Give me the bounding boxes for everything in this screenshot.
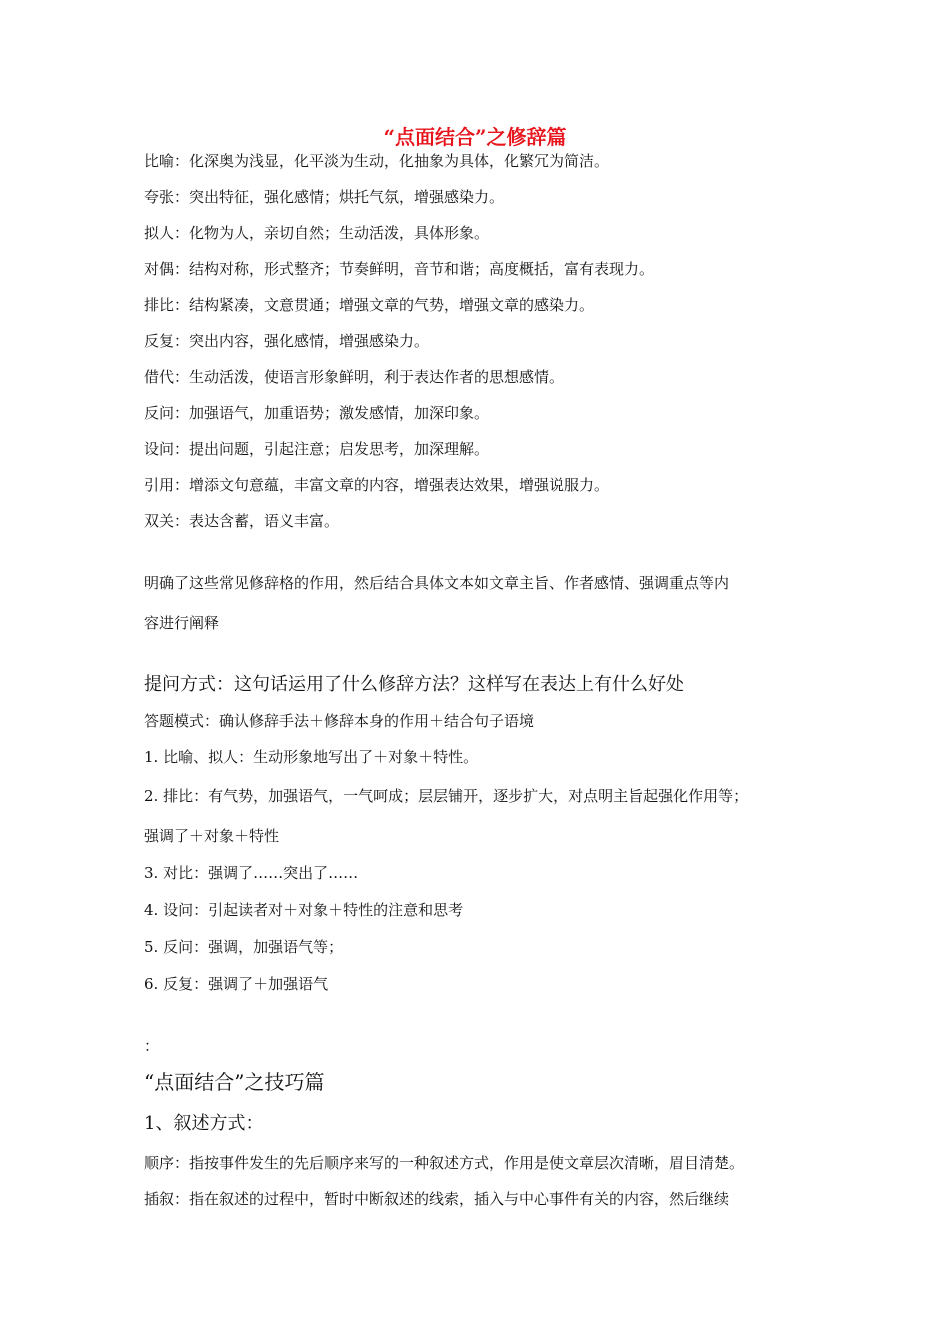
rhetoric-line-repetition: 反复：突出内容，强化感情，增强感染力。	[144, 332, 430, 350]
rhetoric-line-hypophora: 设问：提出问题，引起注意；启发思考，加深理解。	[144, 440, 490, 458]
section-2-item-interjection: 插叙：指在叙述的过程中，暂时中断叙述的线索，插入与中心事件有关的内容，然后继续	[144, 1190, 730, 1208]
colon-mark: ：	[144, 1037, 160, 1055]
page-title: “点面结合”之修辞篇	[383, 125, 567, 149]
rhetoric-line-pun: 双关：表达含蓄，语义丰富。	[144, 512, 340, 530]
section-2-subtitle: 1、叙述方式：	[144, 1113, 264, 1134]
rhetoric-line-rhetorical-question: 反问：加强语气，加重语势；激发感情，加深印象。	[144, 404, 490, 422]
rhetoric-line-metaphor: 比喻：化深奥为浅显，化平淡为生动，化抽象为具体，化繁冗为简洁。	[144, 152, 610, 170]
summary-line-2: 容进行阐释	[144, 614, 220, 632]
summary-line-1: 明确了这些常见修辞格的作用，然后结合具体文本如文章主旨、作者感情、强调重点等内	[144, 574, 730, 592]
answer-item-6: 6. 反复：强调了＋加强语气	[144, 975, 329, 993]
rhetoric-line-metonymy: 借代：生动活泼，使语言形象鲜明，利于表达作者的思想感情。	[144, 368, 565, 386]
answer-item-3: 3. 对比：强调了……突出了……	[144, 864, 359, 882]
answer-item-2-continued: 强调了＋对象＋特性	[144, 827, 280, 845]
section-2-item-sequence: 顺序：指按事件发生的先后顺序来写的一种叙述方式，作用是使文章层次清晰，眉目清楚。	[144, 1154, 745, 1172]
answer-item-2: 2. 排比：有气势，加强语气，一气呵成；层层铺开，逐步扩大，对点明主旨起强化作用等；	[144, 787, 749, 805]
section-2-title: “点面结合”之技巧篇	[144, 1070, 325, 1094]
rhetoric-line-personification: 拟人：化物为人，亲切自然；生动活泼，具体形象。	[144, 224, 490, 242]
rhetoric-line-parallelism: 排比：结构紧凑，文意贯通；增强文章的气势，增强文章的感染力。	[144, 296, 595, 314]
answer-item-1: 1. 比喻、拟人：生动形象地写出了＋对象＋特性。	[144, 748, 479, 766]
answer-item-4: 4. 设问：引起读者对＋对象＋特性的注意和思考	[144, 901, 464, 919]
question-style: 提问方式：这句话运用了什么修辞方法？这样写在表达上有什么好处	[144, 674, 684, 695]
rhetoric-line-antithesis: 对偶：结构对称，形式整齐；节奏鲜明，音节和谐；高度概括，富有表现力。	[144, 260, 655, 278]
answer-item-5: 5. 反问：强调，加强语气等；	[144, 938, 344, 956]
rhetoric-line-quotation: 引用：增添文句意蕴，丰富文章的内容，增强表达效果，增强说服力。	[144, 476, 610, 494]
rhetoric-line-hyperbole: 夸张：突出特征，强化感情；烘托气氛，增强感染力。	[144, 188, 505, 206]
answer-mode: 答题模式：确认修辞手法＋修辞本身的作用＋结合句子语境	[144, 712, 535, 730]
